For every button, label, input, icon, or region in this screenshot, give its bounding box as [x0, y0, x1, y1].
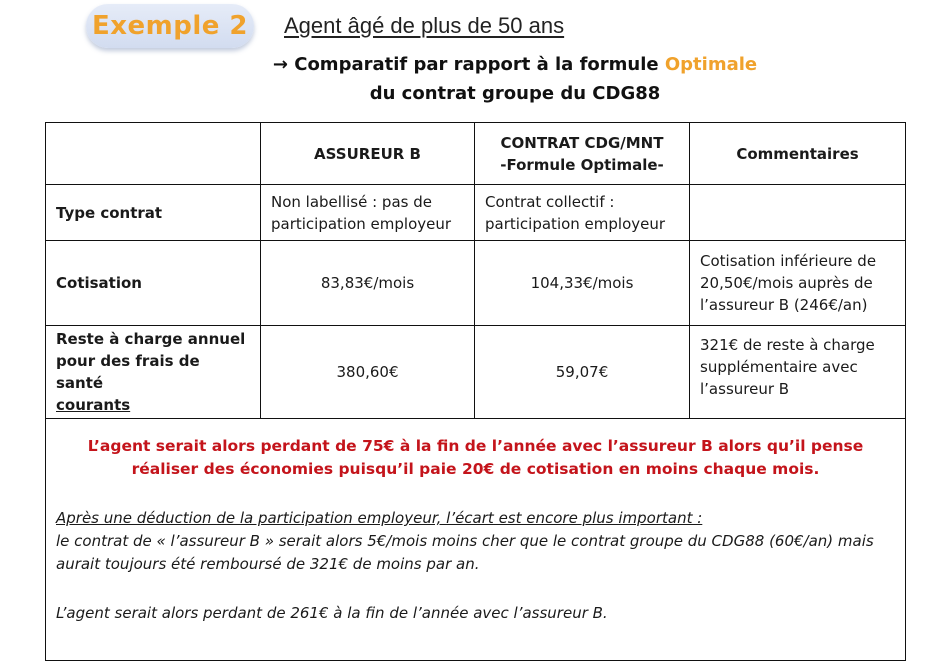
cell-cotisation-comment: Cotisation inférieure de 20,50€/mois auprès de l’assureur B (246€/an): [690, 241, 906, 326]
cell-cotisation-cdg: 104,33€/mois: [475, 241, 690, 326]
row-label-reste-line3: courants: [56, 396, 131, 414]
example-badge: [86, 4, 254, 48]
row-label-reste: [46, 326, 261, 419]
cell-cotisation-assureur-b: 83,83€/mois: [261, 241, 475, 326]
header-cdg-line2: -Formule Optimale-: [500, 155, 664, 174]
cell-type-assureur-b: Non labellisé : pas de participation employeur: [261, 185, 475, 241]
title-text: Comparatif par rapport à la formule: [294, 54, 665, 75]
example-badge-label: Exemple 2: [91, 11, 249, 41]
header-empty-cell: [46, 123, 261, 185]
table-row: [46, 326, 906, 419]
row-label-reste-line1: Reste à charge annuel: [56, 330, 246, 348]
note-para1-body: le contrat de « l’assureur B » serait alors 5€/mois moins cher que le contrat groupe du CDG88 (60€/an) mais aurait toujours été remboursé de 321€ de moins par an.: [56, 532, 874, 573]
note-para2: L’agent serait alors perdant de 261€ à la fin de l’année avec l’assureur B.: [56, 604, 608, 622]
header-cdg-line1: CONTRAT CDG/MNT: [500, 133, 664, 152]
row-label-reste-line2: pour des frais de santé: [56, 352, 200, 392]
warning-text: L’agent serait alors perdant de 75€ à la fin de l’année avec l’assureur B alors qu’il pense réaliser des économies puisqu’il paie 20€ de cotisation en moins chaque mois.: [87, 437, 864, 478]
comparison-title-line1: [250, 54, 780, 75]
cell-reste-cdg: 59,07€: [475, 326, 690, 419]
table-row: [46, 241, 906, 326]
cell-reste-assureur-b: 380,60€: [261, 326, 475, 419]
note-para1-heading: Après une déduction de la participation employeur, l’écart est encore plus important :: [56, 509, 703, 527]
cell-type-comment: [690, 185, 906, 241]
header-comments: Commentaires: [690, 123, 906, 185]
header-assureur-b: ASSUREUR B: [261, 123, 475, 185]
table-note-row: [46, 419, 906, 661]
title-accent: Optimale: [664, 54, 758, 75]
comparison-table: [45, 122, 906, 661]
row-label-cotisation: Cotisation: [46, 241, 261, 326]
table-header-row: [46, 123, 906, 185]
comparison-title-line2: du contrat groupe du CDG88: [369, 83, 661, 104]
cell-reste-comment: 321€ de reste à charge supplémentaire avec l’assureur B: [690, 326, 906, 419]
table-row: [46, 185, 906, 241]
note-cell: [46, 419, 906, 661]
page-subtitle: Agent âgé de plus de 50 ans: [284, 13, 565, 38]
row-label-type: Type contrat: [46, 185, 261, 241]
cell-type-cdg: Contrat collectif : participation employeur: [475, 185, 690, 241]
arrow-icon: →: [272, 54, 288, 75]
header-cdg-contract: [475, 123, 690, 185]
